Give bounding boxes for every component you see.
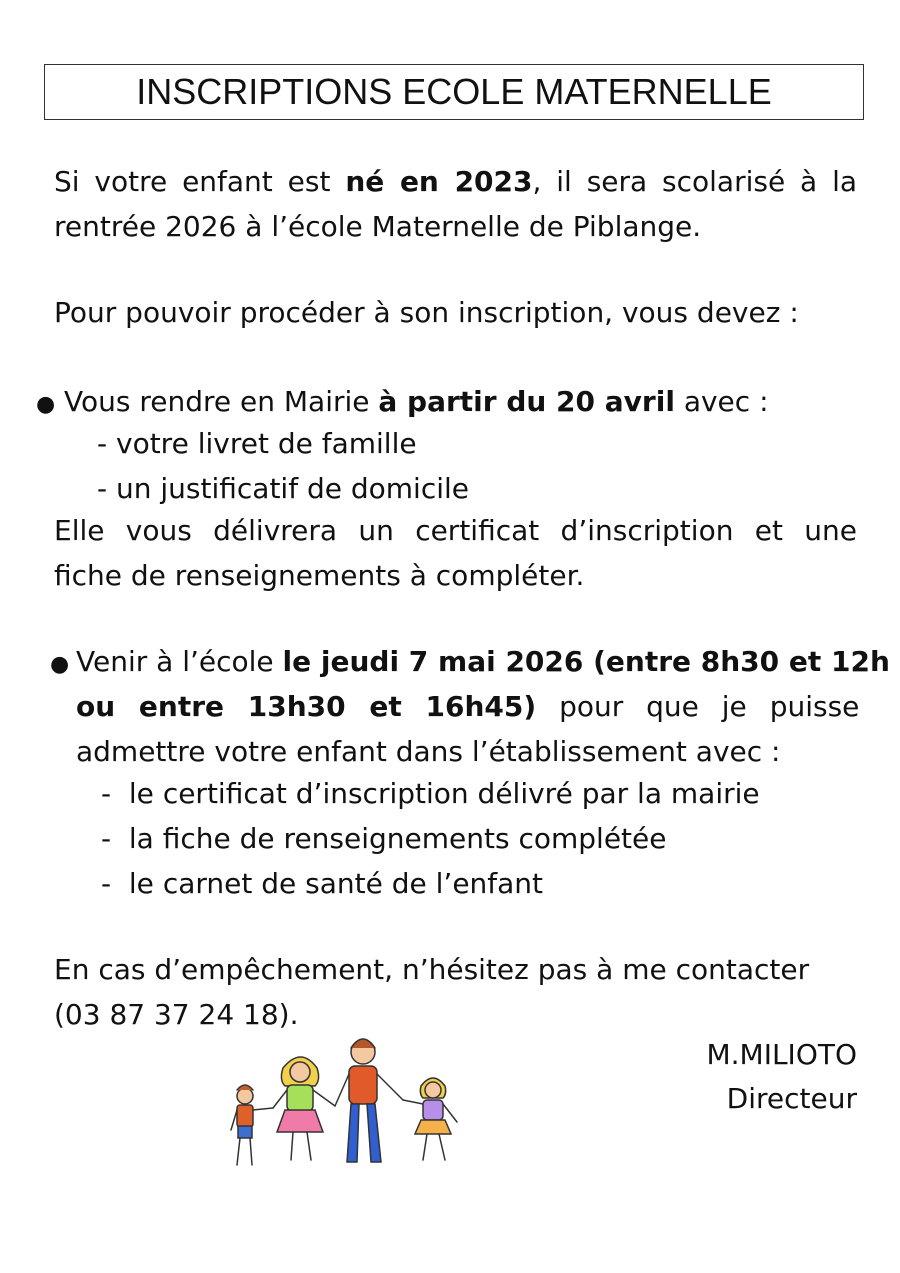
- mairie-text-end: avec :: [674, 385, 769, 418]
- ecole-line-2: [76, 684, 860, 729]
- ecole-item-text: le carnet de santé de l’enfant: [128, 867, 544, 900]
- mairie-after: [54, 508, 857, 598]
- mairie-items: [97, 421, 469, 511]
- ecole-item-text: le certificat d’inscription délivré par la mairie: [128, 777, 760, 810]
- contact-phone: (03 87 37 24 18).: [54, 998, 299, 1031]
- ecole-line-1: [76, 639, 890, 684]
- signature-name: M.MILIOTO: [706, 1038, 857, 1071]
- contact-line-1: En cas d’empêchement, n’hésitez pas à me contacter: [54, 953, 810, 986]
- ecole-items: [101, 771, 760, 906]
- mairie-after-line-2: fiche de renseignements à compléter.: [54, 559, 585, 592]
- ecole-item: - la fiche de renseignements complétée: [101, 822, 667, 855]
- ecole-date: le jeudi 7 mai 2026 (entre 8h30 et 12h: [282, 645, 890, 678]
- signature: [706, 1033, 857, 1121]
- mairie-text: Vous rendre en Mairie: [64, 385, 379, 418]
- bullet-ecole: ●: [50, 652, 70, 677]
- contact-paragraph: [54, 947, 809, 1037]
- signature-role: Directeur: [726, 1082, 857, 1115]
- mairie-date: à partir du 20 avril: [378, 385, 675, 418]
- intro-paragraph: [54, 159, 857, 249]
- children-drawing-illustration: [225, 1030, 475, 1180]
- procedure-text: Pour pouvoir procéder à son inscription, vous devez :: [54, 296, 799, 329]
- mairie-item: - votre livret de famille: [97, 427, 417, 460]
- ecole-item: - le certificat d’inscription délivré par la mairie: [101, 777, 760, 810]
- ecole-item: - le carnet de santé de l’enfant: [101, 867, 544, 900]
- child-figure: [231, 1085, 273, 1165]
- child-figure: [273, 1057, 335, 1160]
- ecole-paragraph: [76, 639, 890, 774]
- bullet-mairie: ●: [36, 392, 56, 417]
- ecole-line-3: admettre votre enfant dans l’établissement avec :: [76, 735, 781, 768]
- intro-text-end: , il sera scolarisé à la: [532, 165, 858, 198]
- page-title: INSCRIPTIONS ECOLE MATERNELLE: [136, 71, 772, 112]
- adult-figure: [335, 1039, 403, 1162]
- intro-text: Si votre enfant est: [54, 165, 346, 198]
- mairie-item: - un justificatif de domicile: [97, 472, 470, 505]
- ecole-hours: ou entre 13h30 et 16h45): [76, 690, 537, 723]
- intro-line-1: [54, 159, 857, 204]
- child-figure: [403, 1078, 457, 1160]
- mairie-after-line-1: Elle vous délivrera un certificat d’inscription et une: [54, 514, 857, 547]
- ecole-text: Venir à l’école: [76, 645, 283, 678]
- intro-line-2: rentrée 2026 à l’école Maternelle de Piblange.: [54, 210, 702, 243]
- ecole-text-end: pour que je puisse: [536, 690, 860, 723]
- intro-birth-year: né en 2023: [345, 165, 533, 198]
- mairie-line-1: [64, 379, 769, 424]
- title-box: [44, 64, 864, 120]
- ecole-item-text: la fiche de renseignements complétée: [128, 822, 667, 855]
